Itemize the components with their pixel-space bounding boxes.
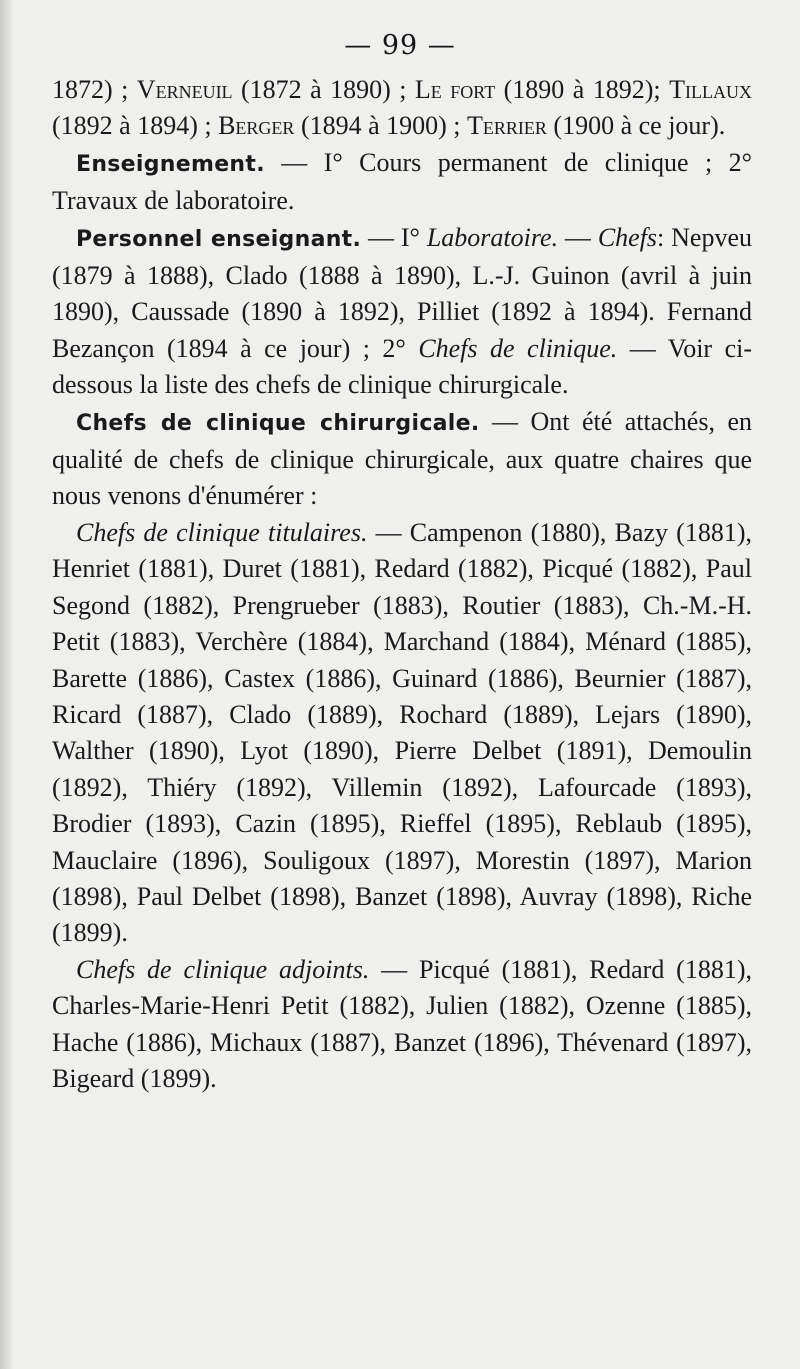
paragraph-personnel xyxy=(52,220,752,404)
section-heading: Personnel enseignant. xyxy=(76,226,362,252)
section-heading: Chefs de clinique chirurgicale. xyxy=(76,410,480,436)
surname-smallcaps: Tillaux xyxy=(669,75,752,104)
text-run: — Voir ci-dessous la liste des chefs de clinique chirurgicale. xyxy=(52,333,752,400)
surname-smallcaps: Berger xyxy=(218,111,295,141)
page-number: — 99 — xyxy=(344,30,456,61)
text-run: 1872) ; xyxy=(52,75,137,104)
text-run: — xyxy=(558,222,598,252)
paragraph-chefs-clinique xyxy=(52,404,752,515)
text-run: : Nepveu (1879 à 1888), Clado (1888 à 1890), L.-J. Guinon (avril à juin 1890), Caussade (1890 à 1892), Pilliet (1892 à 1894). Fernand Bezançon (1894 à ce jour) ; 2° xyxy=(52,222,752,363)
text-run: (1890 à 1892); xyxy=(495,75,670,104)
scan-edge-shadow xyxy=(0,0,14,1369)
paragraph-adjoints xyxy=(52,952,752,1098)
paragraph-titulaires xyxy=(52,515,752,952)
text-run: (1894 à 1900) ; xyxy=(294,111,468,141)
paragraph-chair-holders xyxy=(52,72,752,145)
italic-label: Chefs de clinique adjoints. xyxy=(76,954,370,984)
italic-label: Chefs xyxy=(597,222,658,252)
text-run: — I° Cours permanent de clinique ; 2° Travaux de laboratoire. xyxy=(52,147,752,216)
surname-smallcaps: Terrier xyxy=(467,111,547,141)
page-body xyxy=(52,72,752,1097)
italic-label: Chefs de clinique. xyxy=(418,333,618,363)
text-run: (1872 à 1890) ; xyxy=(232,75,415,104)
text-run: (1900 à ce jour). xyxy=(546,111,726,141)
surname-smallcaps: Verneuil xyxy=(136,75,233,104)
surname-smallcaps: Le fort xyxy=(414,75,496,104)
italic-label: Chefs de clinique titulaires. xyxy=(76,517,368,547)
text-run: (1892 à 1894) ; xyxy=(52,111,219,141)
text-run: — Picqué (1881), Redard (1881), Charles-Marie-Henri Petit (1882), Julien (1882), Ozenne (1885), Hache (1886), Michaux (1887), Banzet (1896), Thévenard (1897), Bigeard (1899). xyxy=(52,954,752,1093)
italic-label: Laboratoire. xyxy=(426,222,559,252)
section-heading: Enseignement. xyxy=(76,151,265,177)
text-run: — Campenon (1880), Bazy (1881), Henriet (1881), Duret (1881), Redard (1882), Picqué (1882), Paul Segond (1882), Prengrueber (1883), Routier (1883), Ch.-M.-H. Petit (1883), Verchère (1884), Marchand (1884), Ménard (1885), Barette (1886), Castex (1886), Guinard (1886), Beurnier (1887), Ricard (1887), Clado (1889), Rochard (1889), Lejars (1890), Walther (1890), Lyot (1890), Pierre Delbet (1891), Demoulin (1892), Thiéry (1892), Villemin (1892), Lafourcade (1893), Brodier (1893), Cazin (1895), Rieffel (1895), Reblaub (1895), Mauclaire (1896), Souligoux (1897), Morestin (1897), Marion (1898), Paul Delbet (1898), Banzet (1898), Auvray (1898), Riche (1899). xyxy=(52,517,752,948)
paragraph-enseignement xyxy=(52,145,752,220)
text-run: — Ont été attachés, en qualité de chefs de clinique chirurgicale, aux quatre chaires que nous venons d'énumérer : xyxy=(52,406,752,511)
text-run: — I° xyxy=(361,222,427,252)
